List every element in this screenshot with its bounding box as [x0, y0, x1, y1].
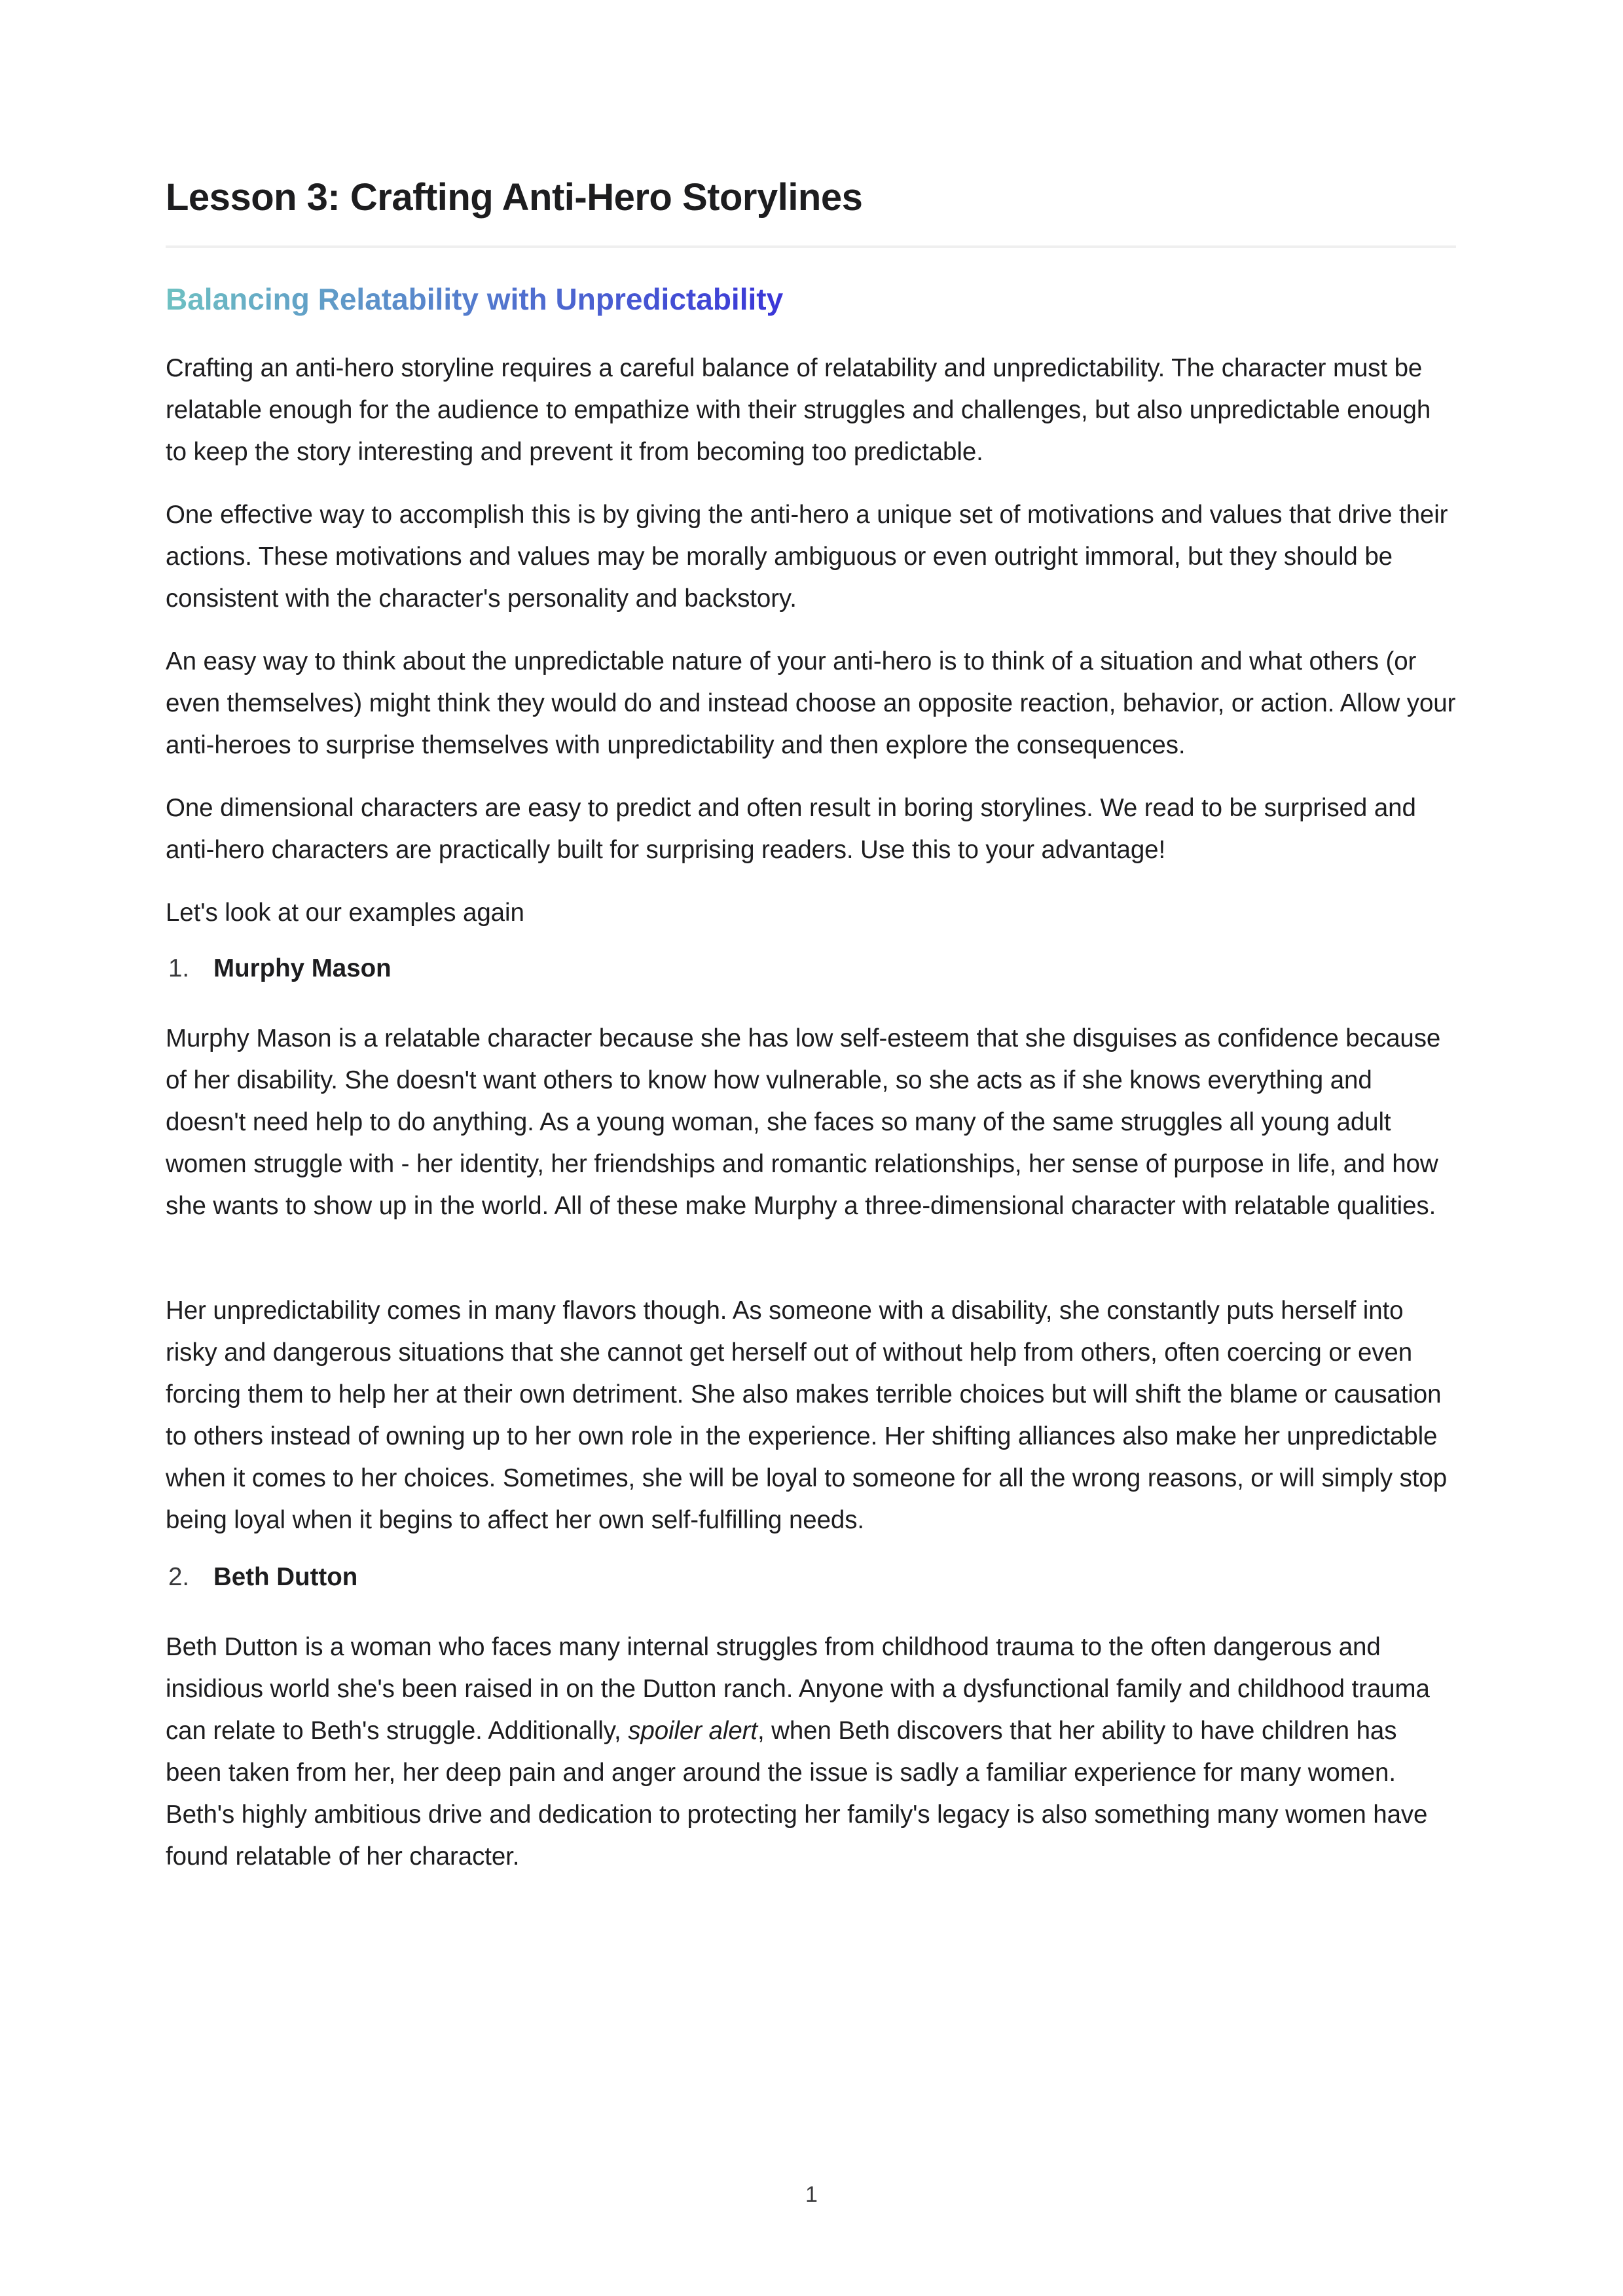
page-number: 1: [805, 2182, 818, 2207]
spoiler-alert-emphasis: spoiler alert: [628, 1717, 757, 1745]
paragraph-intro: Crafting an anti-hero storyline requires a careful balance of relatability and unpredictability. The character must be relatable enough for the audience to empathize with their struggles and challenges, but also unpredictable enough to keep the story interesting and prevent it from becoming too predictable.: [166, 354, 1431, 466]
list-item-title: Beth Dutton: [213, 1563, 358, 1591]
list-item-title: Murphy Mason: [213, 954, 392, 982]
lesson-title: Lesson 3: Crafting Anti-Hero Storylines: [166, 176, 863, 219]
paragraph-examples-intro: Let's look at our examples again: [166, 899, 524, 927]
list-number: 2.: [168, 1563, 190, 1591]
beth-text-end: , when Beth discovers that her ability to have children has been taken from her, her deep pain and anger around the issue is sadly a familiar experience for many women. Beth's highly ambitious drive and dedication to protecting her family's legacy is also something many women have found relatable of her character.: [166, 1717, 1428, 1871]
beth-text-start: Beth Dutton is a woman who faces many internal struggles from childhood trauma to the often dangerous and insidious world she's been raised in on the Dutton ranch. Anyone with a dysfunctional family and childhood trauma can relate to Beth's struggle. Additionally,: [166, 1633, 1430, 1745]
paragraph-murphy-unpredictability: Her unpredictability comes in many flavors though. As someone with a disability, she constantly puts herself into risky and dangerous situations that she cannot get herself out of without help from others, often coercing or even forcing them to help her at their own detriment. She also makes terrible choices but will shift the blame or causation to others instead of owning up to her own role in the experience. Her shifting alliances also make her unpredictable when it comes to her choices. Sometimes, she will be loyal to someone for all the wrong reasons, or will simply stop being loyal when it begins to affect her own self-fulfilling needs.: [166, 1297, 1448, 1534]
list-item-murphy-mason: [166, 948, 1456, 990]
section-heading: Balancing Relatability with Unpredictability: [166, 276, 783, 322]
paragraph-motivations: One effective way to accomplish this is by giving the anti-hero a unique set of motivations and values that drive their actions. These motivations and values may be morally ambiguous or even outright immoral, but they should be consistent with the character's personality and backstory.: [166, 501, 1448, 613]
title-divider: [166, 245, 1456, 248]
paragraph-unpredictable-nature: An easy way to think about the unpredictable nature of your anti-hero is to think of a situation and what others (or even themselves) might think they would do and instead choose an opposite reaction, behavior, or action. Allow your anti-heroes to surprise themselves with unpredictability and then explore the consequences.: [166, 647, 1456, 759]
list-number: 1.: [168, 954, 190, 982]
list-item-beth-dutton: [166, 1556, 1456, 1598]
paragraph-murphy-relatability: Murphy Mason is a relatable character because she has low self-esteem that she disguises as confidence because of her disability. She doesn't want others to know how vulnerable, so she acts as if she knows everything and doesn't need help to do anything. As a young woman, she faces so many of the same struggles all young adult women struggle with - her identity, her friendships and romantic relationships, her sense of purpose in life, and how she wants to show up in the world. All of these make Murphy a three-dimensional character with relatable qualities.: [166, 1024, 1441, 1220]
paragraph-beth-dutton: [166, 1626, 1456, 1878]
paragraph-one-dimensional: One dimensional characters are easy to predict and often result in boring storylines. We read to be surprised and anti-hero characters are practically built for surprising readers. Use this to your advantage!: [166, 794, 1416, 864]
